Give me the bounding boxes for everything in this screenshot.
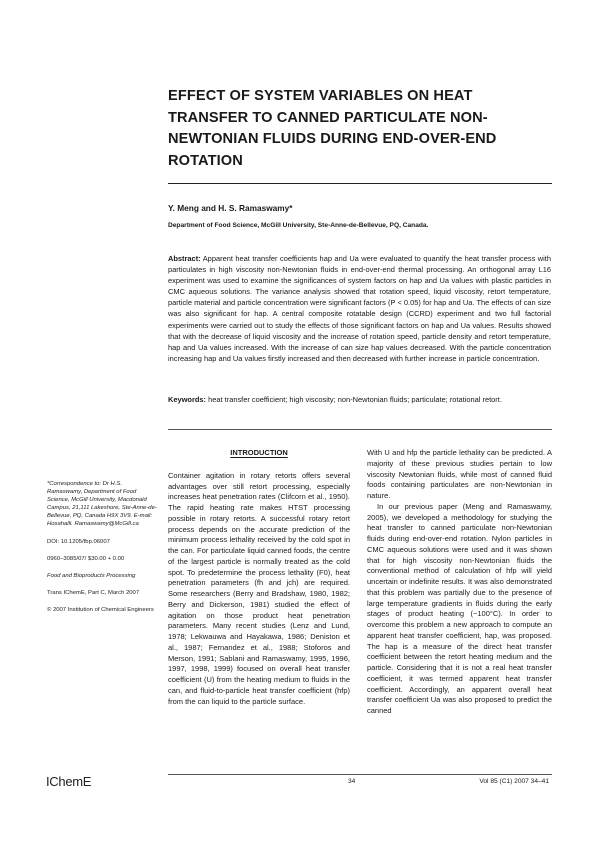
keywords-label: Keywords: xyxy=(168,395,207,404)
intro-paragraph-1: Container agitation in rotary retorts offers several advantages over still retort processing, especially increases heat penetration rates (Clifcorn et al., 1950). The rapid heating rate makes HTST processing possible in rotary retorts. A successful rotary retort process depends on the accurate prediction of the minimum process lethality received by the cold spot in the can. For particulate liquid canned foods, the centre of the largest particle is normally treated as the cold spot. To predetermine the process lethality (F0), heat penetration parameters (fh and jch) are required. Some researchers (Berry and Bradshaw, 1980, 1982; Berry and Dickerson, 1981) studied the effect of agitation on those product heat penetration parameters. Many recent studies (Lenz and Lund, 1978; Lekwauwa and Hayakawa, 1986; Deniston et al., 1987; Fernandez et al., 1988; Stoforos and Merson, 1991; Sablani and Ramaswamy, 1995, 1996, 1997, 1998, 1999) focused on overall heat transfer coefficient (U) from the heating medium to fluids in the can, and fluid-to-particle heat transfer coefficient (hfp) from the can liquid to the particle surface. xyxy=(168,470,350,706)
intro-paragraph-3: In our previous paper (Meng and Ramaswamy, 2005), we developed a methodology for studying the heat transfer to canned particulate non-Newtonian fluids during end-over-end rotation. Nylon particles in CMC aqueous solutions were used and it was shown that for high viscosity non-Newtonian fluids the conventional method of calculation of hfp will yield uncertain or indefinite results. It was also demonstrated that this problem was partially due to the presence of large temperature gradients in fluids during the early stages of product heating (~100°C). In order to overcome this problem a new approach to compute an apparent heat transfer coefficient, hap, was proposed. The hap is a measure of the direct heat transfer coefficient between the retort heating medium and the particle. Considering that it is not a real heat transfer coefficient, it was termed apparent heat transfer coefficient. Accordingly, an apparent overall heat transfer coefficient Ua was also proposed to predict the canned xyxy=(367,501,552,715)
article-title: EFFECT OF SYSTEM VARIABLES ON HEAT TRANSFER TO CANNED PARTICULATE NON-NEWTONIAN FLUIDS DURING END-OVER-END ROTATION xyxy=(168,88,497,169)
margin-copyright: © 2007 Institution of Chemical Engineers xyxy=(47,606,154,613)
keywords-text: heat transfer coefficient; high viscosity; non-Newtonian fluids; particulate; rotational retort. xyxy=(208,395,502,404)
intro-paragraph-2: With U and hfp the particle lethality can be predicted. A majority of these previous studies pertain to low viscosity Newtonian fluids, while most of canned fluid foods containing particulates are non-Newtonian in nature. xyxy=(367,448,552,500)
margin-notes xyxy=(47,480,157,623)
margin-journal: Food and Bioproducts Processing xyxy=(47,572,136,579)
margin-doi: DOI: 10.1205/fbp.06007 xyxy=(47,538,110,545)
authors: Y. Meng and H. S. Ramaswamy* xyxy=(168,203,293,213)
abstract-text: Apparent heat transfer coefficients hap and Ua were evaluated to quantify the heat transfer process with particulates in high viscosity non-Newtonian fluids in end-over-end thermal processing. An orthogonal array L16 experiment was used to examine the significances of system factors on hap and Ua values with plastic particles in CMC aqueous solutions. The variance analysis showed that rotation speed, liquid viscosity, retort temperature, particle material and particle concentration were significant factors (P < 0.05) for hap and Ua. The effects of can size was also significant for hap. A central composite rotatable design (CCRD) experiment and two full factorial experiments were carried out to study the effects of those significant factors on hap and Ua values. Results showed that with the decrease of liquid viscosity and the increase of rotation speed, particle density and retort temperature, hap and Ua values increased. With the increase of can size hap values decreased. With the particle concentration increasing hap and Ua values firstly increased and then decreased with further increase in particle concentration. xyxy=(168,254,551,363)
abstract-separator xyxy=(168,429,552,430)
section-heading-introduction: INTRODUCTION xyxy=(230,448,288,457)
page-number: 34 xyxy=(348,778,356,785)
abstract-label: Abstract: xyxy=(168,254,201,263)
title-rule xyxy=(168,183,552,184)
margin-issn: 0960–3085/07/ $30.00 + 0.00 xyxy=(47,555,125,562)
footer-journal: Vol 85 (C1) 2007 34–41 xyxy=(479,778,549,785)
column-left xyxy=(168,448,350,707)
footer-rule xyxy=(168,774,552,775)
margin-correspondence: *Correspondence to: Dr H.S. Ramaswamy, Department of Food Science, McGill University, Macdonald Campus, 21,111 Lakeshore, Ste-Anne-de-Bellevue, PQ, Canada H9X 3V9. E-mail: Hosahalli. Ramaswamy@McGill.ca xyxy=(47,481,157,528)
column-right xyxy=(367,448,552,717)
keywords xyxy=(168,394,551,405)
abstract xyxy=(168,253,551,364)
icheme-logo: IChemE xyxy=(46,774,92,789)
affiliation: Department of Food Science, McGill University, Ste-Anne-de-Bellevue, PQ, Canada. xyxy=(168,222,429,229)
margin-trans: Trans IChemE, Part C, March 2007 xyxy=(47,589,140,596)
